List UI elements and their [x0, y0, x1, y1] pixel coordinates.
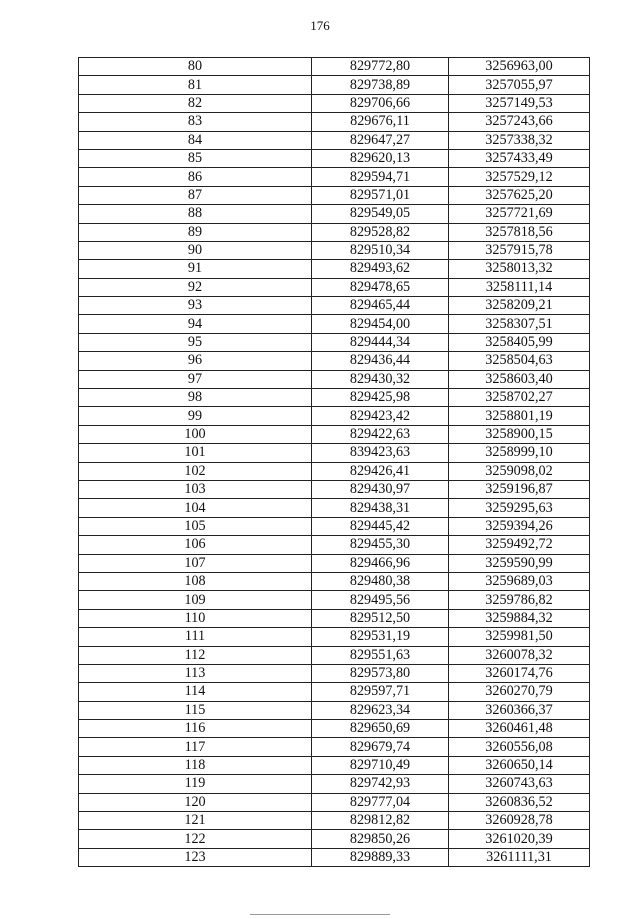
x-coordinate-cell: 829573,80: [312, 664, 449, 682]
x-coordinate-cell: 829425,98: [312, 389, 449, 407]
y-coordinate-cell: 3259492,72: [449, 536, 590, 554]
x-coordinate-cell: 829512,50: [312, 609, 449, 627]
x-coordinate-cell: 829493,62: [312, 260, 449, 278]
table-row: [79, 609, 590, 627]
y-coordinate-cell: 3259689,03: [449, 572, 590, 590]
point-number-cell: 91: [79, 260, 312, 278]
point-number-cell: 118: [79, 756, 312, 774]
table-row: [79, 775, 590, 793]
y-coordinate-cell: 3257433,49: [449, 149, 590, 167]
table-row: [79, 793, 590, 811]
y-coordinate-cell: 3258900,15: [449, 425, 590, 443]
point-number-cell: 99: [79, 407, 312, 425]
point-number-cell: 121: [79, 812, 312, 830]
point-number-cell: 107: [79, 554, 312, 572]
point-number-cell: 93: [79, 297, 312, 315]
table-row: [79, 664, 590, 682]
y-coordinate-cell: 3259884,32: [449, 609, 590, 627]
y-coordinate-cell: 3258999,10: [449, 444, 590, 462]
table-row: [79, 628, 590, 646]
table-row: [79, 113, 590, 131]
point-number-cell: 113: [79, 664, 312, 682]
y-coordinate-cell: 3260461,48: [449, 720, 590, 738]
table-row: [79, 591, 590, 609]
point-number-cell: 122: [79, 830, 312, 848]
point-number-cell: 83: [79, 113, 312, 131]
y-coordinate-cell: 3259295,63: [449, 499, 590, 517]
table-row: [79, 536, 590, 554]
table-row: [79, 333, 590, 351]
y-coordinate-cell: 3257721,69: [449, 205, 590, 223]
point-number-cell: 120: [79, 793, 312, 811]
y-coordinate-cell: 3258209,21: [449, 297, 590, 315]
table-row: [79, 830, 590, 848]
point-number-cell: 114: [79, 683, 312, 701]
table-row: [79, 131, 590, 149]
x-coordinate-cell: 829620,13: [312, 149, 449, 167]
table-row: [79, 168, 590, 186]
point-number-cell: 102: [79, 462, 312, 480]
point-number-cell: 97: [79, 370, 312, 388]
point-number-cell: 95: [79, 333, 312, 351]
x-coordinate-cell: 829455,30: [312, 536, 449, 554]
table-row: [79, 848, 590, 866]
point-number-cell: 104: [79, 499, 312, 517]
point-number-cell: 119: [79, 775, 312, 793]
table-row: [79, 315, 590, 333]
table-row: [79, 370, 590, 388]
x-coordinate-cell: 829551,63: [312, 646, 449, 664]
x-coordinate-cell: 829623,34: [312, 701, 449, 719]
table-row: [79, 720, 590, 738]
x-coordinate-cell: 829444,34: [312, 333, 449, 351]
y-coordinate-cell: 3259098,02: [449, 462, 590, 480]
coordinates-table-body: [79, 58, 590, 867]
y-coordinate-cell: 3259786,82: [449, 591, 590, 609]
y-coordinate-cell: 3257243,66: [449, 113, 590, 131]
point-number-cell: 80: [79, 58, 312, 76]
x-coordinate-cell: 829710,49: [312, 756, 449, 774]
y-coordinate-cell: 3259590,99: [449, 554, 590, 572]
x-coordinate-cell: 829549,05: [312, 205, 449, 223]
x-coordinate-cell: 829423,42: [312, 407, 449, 425]
y-coordinate-cell: 3261111,31: [449, 848, 590, 866]
x-coordinate-cell: 829478,65: [312, 278, 449, 296]
x-coordinate-cell: 829676,11: [312, 113, 449, 131]
point-number-cell: 85: [79, 149, 312, 167]
x-coordinate-cell: 829531,19: [312, 628, 449, 646]
point-number-cell: 116: [79, 720, 312, 738]
table-row: [79, 352, 590, 370]
point-number-cell: 92: [79, 278, 312, 296]
table-row: [79, 297, 590, 315]
point-number-cell: 100: [79, 425, 312, 443]
x-coordinate-cell: 829889,33: [312, 848, 449, 866]
x-coordinate-cell: 829495,56: [312, 591, 449, 609]
point-number-cell: 101: [79, 444, 312, 462]
y-coordinate-cell: 3259394,26: [449, 517, 590, 535]
x-coordinate-cell: 839423,63: [312, 444, 449, 462]
x-coordinate-cell: 829528,82: [312, 223, 449, 241]
y-coordinate-cell: 3258504,63: [449, 352, 590, 370]
x-coordinate-cell: 829454,00: [312, 315, 449, 333]
y-coordinate-cell: 3260366,37: [449, 701, 590, 719]
table-row: [79, 186, 590, 204]
y-coordinate-cell: 3260270,79: [449, 683, 590, 701]
x-coordinate-cell: 829480,38: [312, 572, 449, 590]
table-row: [79, 480, 590, 498]
x-coordinate-cell: 829422,63: [312, 425, 449, 443]
y-coordinate-cell: 3258111,14: [449, 278, 590, 296]
table-row: [79, 572, 590, 590]
y-coordinate-cell: 3256963,00: [449, 58, 590, 76]
x-coordinate-cell: 829812,82: [312, 812, 449, 830]
y-coordinate-cell: 3260928,78: [449, 812, 590, 830]
table-row: [79, 499, 590, 517]
y-coordinate-cell: 3260743,63: [449, 775, 590, 793]
x-coordinate-cell: 829465,44: [312, 297, 449, 315]
table-row: [79, 389, 590, 407]
table-row: [79, 205, 590, 223]
table-row: [79, 407, 590, 425]
y-coordinate-cell: 3260836,52: [449, 793, 590, 811]
table-row: [79, 278, 590, 296]
x-coordinate-cell: 829597,71: [312, 683, 449, 701]
point-number-cell: 86: [79, 168, 312, 186]
page-number: 176: [310, 18, 330, 33]
x-coordinate-cell: 829777,04: [312, 793, 449, 811]
x-coordinate-cell: 829742,93: [312, 775, 449, 793]
y-coordinate-cell: 3258702,27: [449, 389, 590, 407]
y-coordinate-cell: 3260650,14: [449, 756, 590, 774]
x-coordinate-cell: 829571,01: [312, 186, 449, 204]
point-number-cell: 123: [79, 848, 312, 866]
y-coordinate-cell: 3257625,20: [449, 186, 590, 204]
table-row: [79, 223, 590, 241]
point-number-cell: 87: [79, 186, 312, 204]
coordinates-table: [78, 57, 590, 867]
table-row: [79, 756, 590, 774]
table-row: [79, 444, 590, 462]
table-row: [79, 94, 590, 112]
table-row: [79, 812, 590, 830]
x-coordinate-cell: 829445,42: [312, 517, 449, 535]
y-coordinate-cell: 3260078,32: [449, 646, 590, 664]
x-coordinate-cell: 829430,32: [312, 370, 449, 388]
point-number-cell: 84: [79, 131, 312, 149]
x-coordinate-cell: 829679,74: [312, 738, 449, 756]
point-number-cell: 88: [79, 205, 312, 223]
point-number-cell: 98: [79, 389, 312, 407]
point-number-cell: 82: [79, 94, 312, 112]
point-number-cell: 90: [79, 241, 312, 259]
point-number-cell: 81: [79, 76, 312, 94]
y-coordinate-cell: 3258307,51: [449, 315, 590, 333]
table-row: [79, 76, 590, 94]
y-coordinate-cell: 3258603,40: [449, 370, 590, 388]
point-number-cell: 103: [79, 480, 312, 498]
table-row: [79, 646, 590, 664]
x-coordinate-cell: 829650,69: [312, 720, 449, 738]
y-coordinate-cell: 3257529,12: [449, 168, 590, 186]
point-number-cell: 106: [79, 536, 312, 554]
y-coordinate-cell: 3258405,99: [449, 333, 590, 351]
y-coordinate-cell: 3260556,08: [449, 738, 590, 756]
point-number-cell: 96: [79, 352, 312, 370]
table-row: [79, 260, 590, 278]
table-row: [79, 701, 590, 719]
x-coordinate-cell: 829647,27: [312, 131, 449, 149]
y-coordinate-cell: 3257149,53: [449, 94, 590, 112]
y-coordinate-cell: 3258013,32: [449, 260, 590, 278]
point-number-cell: 105: [79, 517, 312, 535]
point-number-cell: 110: [79, 609, 312, 627]
table-row: [79, 517, 590, 535]
x-coordinate-cell: 829430,97: [312, 480, 449, 498]
y-coordinate-cell: 3259196,87: [449, 480, 590, 498]
table-row: [79, 149, 590, 167]
y-coordinate-cell: 3257338,32: [449, 131, 590, 149]
x-coordinate-cell: 829436,44: [312, 352, 449, 370]
point-number-cell: 115: [79, 701, 312, 719]
y-coordinate-cell: 3257055,97: [449, 76, 590, 94]
point-number-cell: 111: [79, 628, 312, 646]
point-number-cell: 89: [79, 223, 312, 241]
table-row: [79, 425, 590, 443]
x-coordinate-cell: 829738,89: [312, 76, 449, 94]
footer-rule: [250, 914, 390, 915]
x-coordinate-cell: 829772,80: [312, 58, 449, 76]
x-coordinate-cell: 829510,34: [312, 241, 449, 259]
point-number-cell: 108: [79, 572, 312, 590]
x-coordinate-cell: 829438,31: [312, 499, 449, 517]
point-number-cell: 109: [79, 591, 312, 609]
y-coordinate-cell: 3260174,76: [449, 664, 590, 682]
point-number-cell: 112: [79, 646, 312, 664]
point-number-cell: 94: [79, 315, 312, 333]
table-row: [79, 462, 590, 480]
table-row: [79, 738, 590, 756]
y-coordinate-cell: 3257818,56: [449, 223, 590, 241]
y-coordinate-cell: 3258801,19: [449, 407, 590, 425]
x-coordinate-cell: 829594,71: [312, 168, 449, 186]
table-row: [79, 554, 590, 572]
x-coordinate-cell: 829706,66: [312, 94, 449, 112]
x-coordinate-cell: 829850,26: [312, 830, 449, 848]
table-row: [79, 683, 590, 701]
x-coordinate-cell: 829426,41: [312, 462, 449, 480]
y-coordinate-cell: 3259981,50: [449, 628, 590, 646]
y-coordinate-cell: 3257915,78: [449, 241, 590, 259]
point-number-cell: 117: [79, 738, 312, 756]
y-coordinate-cell: 3261020,39: [449, 830, 590, 848]
table-row: [79, 241, 590, 259]
table-row: [79, 58, 590, 76]
x-coordinate-cell: 829466,96: [312, 554, 449, 572]
